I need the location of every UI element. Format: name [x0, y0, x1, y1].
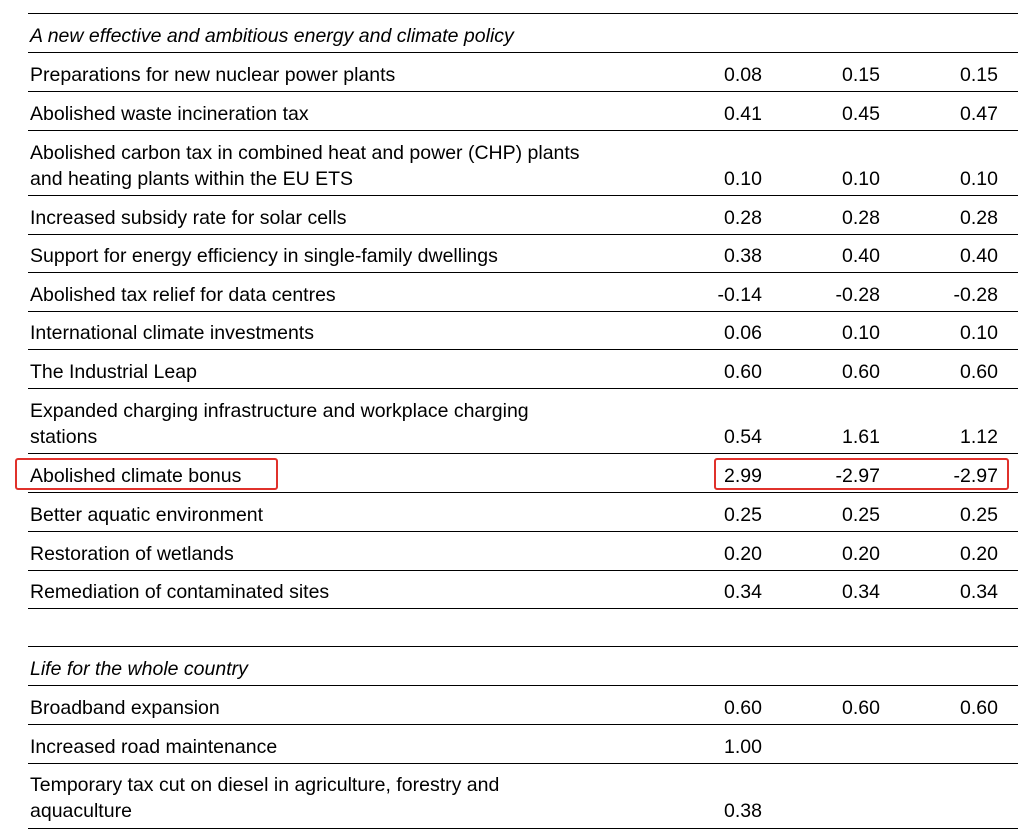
value-col-1: 0.06 — [724, 322, 762, 344]
measure-label: Increased road maintenance — [30, 736, 278, 758]
value-col-1: 0.38 — [724, 800, 762, 822]
value-col-2: 0.40 — [842, 245, 880, 267]
value-col-2: 1.61 — [842, 426, 880, 448]
value-col-2: 0.45 — [842, 103, 880, 125]
row-divider — [28, 311, 1018, 312]
row-divider — [28, 570, 1018, 571]
value-col-2: 0.34 — [842, 581, 880, 603]
value-col-3: 0.60 — [960, 697, 998, 719]
row-divider — [28, 52, 1018, 53]
row-divider — [28, 608, 1018, 609]
measure-label: The Industrial Leap — [30, 361, 197, 383]
value-col-1: 0.25 — [724, 504, 762, 526]
measure-label-line-2: aquaculture — [30, 800, 132, 822]
measure-label: Temporary tax cut on diesel in agriculture, forestry and — [30, 774, 500, 796]
value-col-1: 0.38 — [724, 245, 762, 267]
value-col-1: 0.28 — [724, 207, 762, 229]
value-col-2: 0.60 — [842, 697, 880, 719]
measure-label: Support for energy efficiency in single-family dwellings — [30, 245, 498, 267]
value-col-1: -0.14 — [717, 284, 762, 306]
value-col-3: 0.20 — [960, 543, 998, 565]
value-col-2 — [800, 734, 880, 760]
row-divider — [28, 724, 1018, 725]
row-divider — [28, 195, 1018, 196]
measure-label-line-2: and heating plants within the EU ETS — [30, 168, 354, 190]
measure-label: Abolished tax relief for data centres — [30, 284, 336, 306]
value-col-1: 0.60 — [724, 361, 762, 383]
row-divider — [28, 453, 1018, 454]
value-col-1: 0.54 — [724, 426, 762, 448]
value-col-3: -0.28 — [953, 284, 998, 306]
measure-label-line-2: stations — [30, 426, 98, 448]
measure-label: Abolished climate bonus — [30, 465, 242, 487]
section-title: Life for the whole country — [30, 658, 248, 680]
value-col-1: 0.20 — [724, 543, 762, 565]
measure-label: Better aquatic environment — [30, 504, 264, 526]
row-divider — [28, 763, 1018, 764]
value-col-3: 0.15 — [960, 64, 998, 86]
row-divider — [28, 492, 1018, 493]
value-col-1: 2.99 — [724, 465, 762, 487]
measure-label: Broadband expansion — [30, 697, 220, 719]
value-col-3: 0.10 — [960, 322, 998, 344]
value-col-3: 0.25 — [960, 504, 998, 526]
row-divider — [28, 685, 1018, 686]
row-divider — [28, 388, 1018, 389]
value-col-1: 0.10 — [724, 168, 762, 190]
measure-label: International climate investments — [30, 322, 314, 344]
value-col-3: 1.12 — [960, 426, 998, 448]
measure-label: Increased subsidy rate for solar cells — [30, 207, 347, 229]
value-col-2: 0.15 — [842, 64, 880, 86]
row-divider — [28, 91, 1018, 92]
value-col-2: -0.28 — [835, 284, 880, 306]
value-col-2 — [800, 798, 880, 824]
value-col-3: 0.40 — [960, 245, 998, 267]
value-col-3: 0.10 — [960, 168, 998, 190]
value-col-2: -2.97 — [835, 465, 880, 487]
value-col-1: 1.00 — [724, 736, 762, 758]
row-divider — [28, 349, 1018, 350]
value-col-3: 0.34 — [960, 581, 998, 603]
measure-label: Remediation of contaminated sites — [30, 581, 330, 603]
value-col-3 — [918, 734, 998, 760]
value-col-2: 0.10 — [842, 322, 880, 344]
row-divider — [28, 646, 1018, 647]
measure-label: Abolished carbon tax in combined heat and power (CHP) plants — [30, 142, 580, 164]
measure-label: Restoration of wetlands — [30, 543, 234, 565]
value-col-1: 0.08 — [724, 64, 762, 86]
section-title: A new effective and ambitious energy and climate policy — [30, 25, 514, 47]
value-col-3: -2.97 — [953, 465, 998, 487]
value-col-1: 0.41 — [724, 103, 762, 125]
measure-label: Abolished waste incineration tax — [30, 103, 309, 125]
value-col-1: 0.34 — [724, 581, 762, 603]
value-col-3: 0.47 — [960, 103, 998, 125]
value-col-2: 0.60 — [842, 361, 880, 383]
value-col-2: 0.20 — [842, 543, 880, 565]
row-divider — [28, 234, 1018, 235]
measure-label: Preparations for new nuclear power plants — [30, 64, 396, 86]
value-col-3 — [918, 798, 998, 824]
value-col-1: 0.60 — [724, 697, 762, 719]
row-divider — [28, 272, 1018, 273]
value-col-3: 0.60 — [960, 361, 998, 383]
value-col-3: 0.28 — [960, 207, 998, 229]
value-col-2: 0.25 — [842, 504, 880, 526]
row-divider — [28, 828, 1018, 829]
row-divider — [28, 531, 1018, 532]
measure-label: Expanded charging infrastructure and workplace charging — [30, 400, 529, 422]
value-col-2: 0.28 — [842, 207, 880, 229]
value-col-2: 0.10 — [842, 168, 880, 190]
row-divider — [28, 13, 1018, 14]
row-divider — [28, 130, 1018, 131]
